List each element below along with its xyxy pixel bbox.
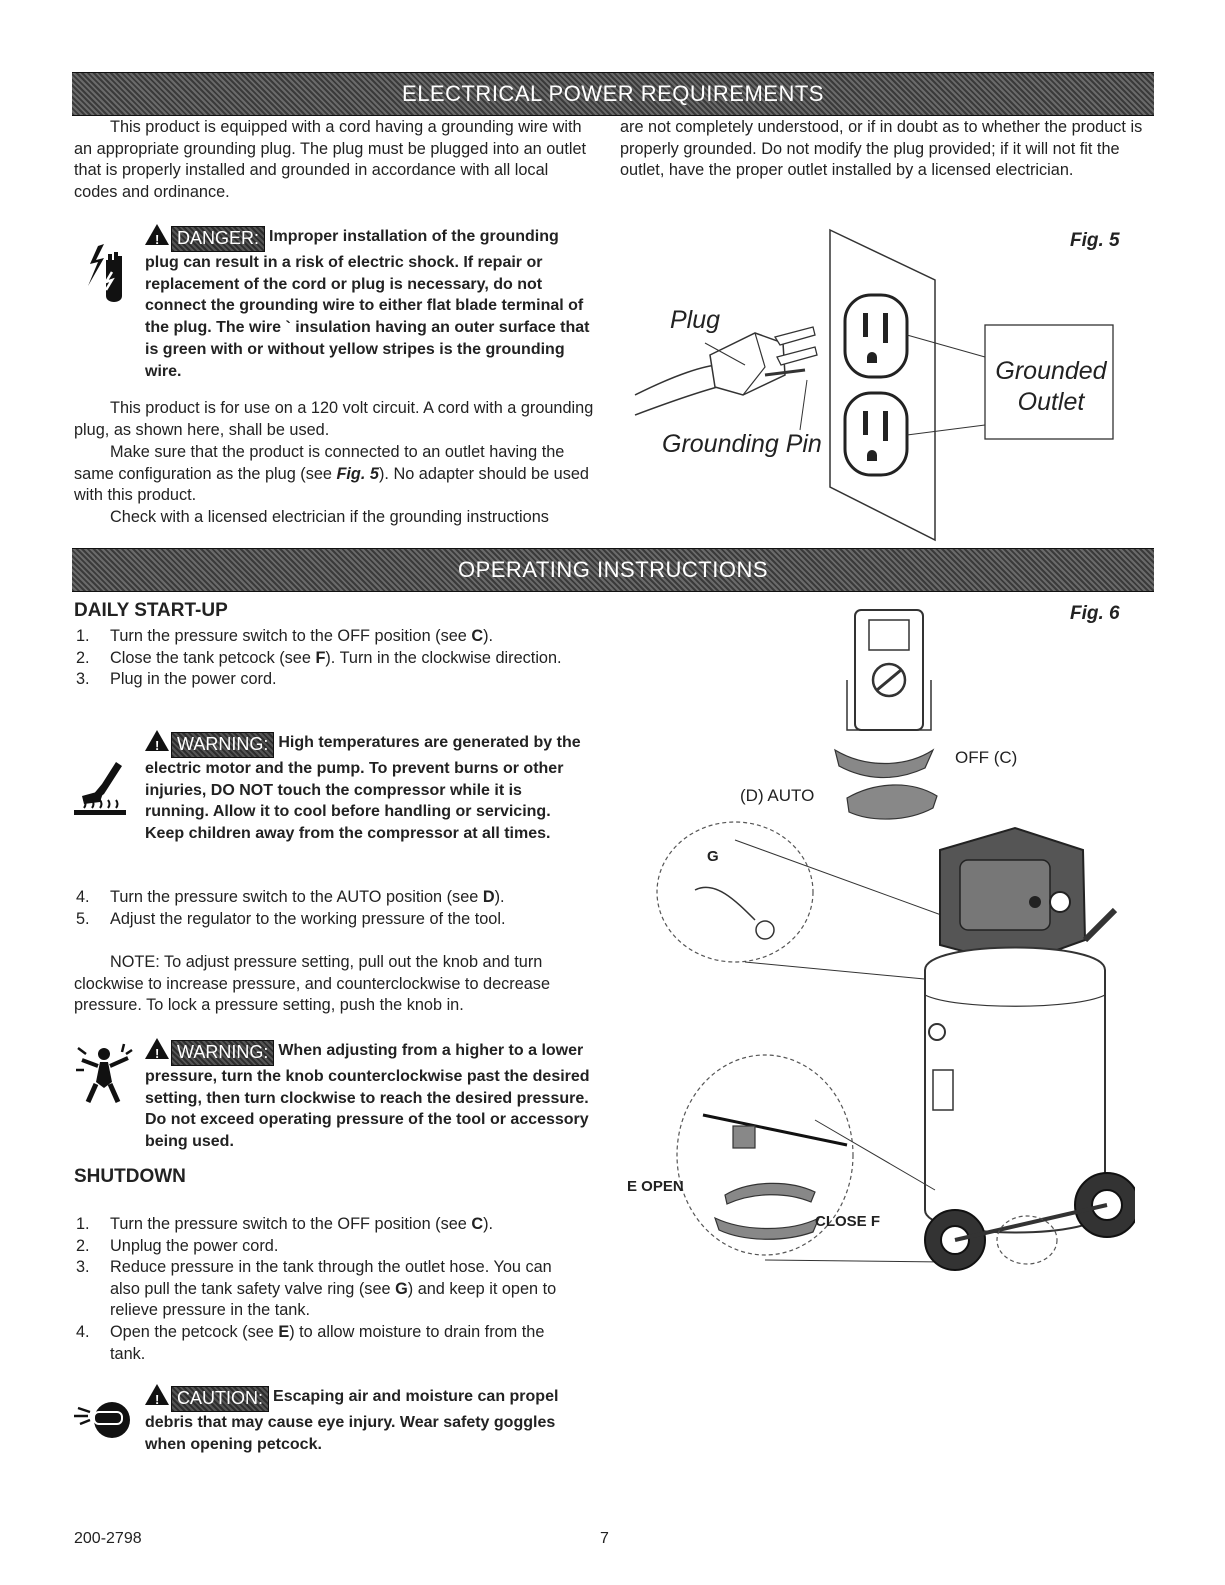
compressor-figure bbox=[615, 600, 1135, 1280]
petcock-open-label: E OPEN bbox=[627, 1178, 684, 1195]
pressure-switch-illustration bbox=[847, 610, 931, 730]
document-number: 200-2798 bbox=[74, 1530, 142, 1547]
step-item: 3. Plug in the power cord. bbox=[76, 670, 277, 689]
caution-text: Escaping air and moisture can propel debris that may cause eye injury. Wear safety goggles when opening petcock. bbox=[145, 1388, 559, 1453]
step-item: 2. Unplug the power cord. bbox=[76, 1236, 279, 1255]
caution-label: CAUTION: bbox=[171, 1386, 269, 1412]
daily-startup-steps-a bbox=[74, 626, 574, 691]
step-item: 1. Turn the pressure switch to the OFF position (see C). bbox=[76, 1215, 494, 1233]
step-item: 1. Turn the pressure switch to the OFF position (see C). bbox=[76, 627, 494, 645]
shutdown-heading: SHUTDOWN bbox=[74, 1166, 186, 1187]
electrical-intro-right: are not completely understood, or if in doubt as to whether the product is properly grounded. Do not modify the plug provided; if it will not fit the outlet, have the proper outlet installed by a licensed electrician. bbox=[620, 118, 1143, 180]
step-item: 2. Close the tank petcock (see F). Turn in the clockwise direction. bbox=[76, 648, 562, 667]
alert-triangle-icon: ! bbox=[145, 224, 169, 245]
safety-goggles-icon bbox=[72, 1396, 132, 1446]
fig5-reference: Fig. 5 bbox=[336, 464, 379, 483]
warning-hot-notice bbox=[145, 730, 585, 845]
hot-surface-icon bbox=[74, 760, 130, 820]
alert-triangle-icon: ! bbox=[145, 1038, 169, 1059]
caution-signal bbox=[145, 1384, 269, 1412]
electric-shock-icon bbox=[80, 242, 128, 308]
shutdown-steps bbox=[74, 1214, 574, 1365]
caution-notice bbox=[145, 1384, 595, 1455]
danger-label: DANGER: bbox=[171, 226, 265, 252]
operating-section-title: OPERATING INSTRUCTIONS bbox=[457, 557, 769, 582]
circuit-paragraph: This product is for use on a 120 volt circuit. A cord with a grounding plug, as shown here, shall be used. bbox=[74, 399, 594, 439]
warning-pressure-notice bbox=[145, 1038, 595, 1153]
electrical-intro-left: This product is equipped with a cord having a grounding wire with an appropriate grounding plug. The plug must be plugged into an outlet that is properly installed and grounded in accordance with all local codes and ordinance. bbox=[74, 118, 587, 201]
outlet-receptacle-lower bbox=[845, 393, 907, 475]
page-number: 7 bbox=[600, 1530, 609, 1547]
step-item: 3. Reduce pressure in the tank through the outlet hose. You can also pull the tank safety valve ring (see G) and keep it open to relieve pressure in the tank. bbox=[76, 1258, 557, 1320]
configuration-paragraph: Make sure that the product is connected to an outlet having the same configuration as the plug (see Fig. 5). No adapter should be used with this product. bbox=[74, 443, 589, 505]
danger-notice bbox=[145, 224, 595, 383]
danger-text: Improper installation of the grounding plug can result in a risk of electric shock. If repair or replacement of the cord or plug is necessary, do not connect the grounding wire to either flat blade terminal of the plug. The wire ` insulation having an outer surface that is green with or without yellow stripes is the grounding wire. bbox=[145, 228, 590, 380]
safety-valve-label: G bbox=[707, 848, 719, 865]
warning-signal-2 bbox=[145, 1038, 274, 1066]
electrical-section-banner bbox=[72, 72, 1154, 116]
grounded-outlet-label: Grounded Outlet bbox=[995, 357, 1107, 416]
warning-hot-text: High temperatures are generated by the electric motor and the pump. To prevent burns or other injuries, DO NOT touch the compressor while it is running. Allow it to cool before handling or servicing. Keep children away from the compressor at all times. bbox=[145, 734, 581, 843]
step-item: 4. Turn the pressure switch to the AUTO position (see D). bbox=[76, 888, 505, 906]
off-position-label: OFF (C) bbox=[955, 748, 1018, 767]
outlet-receptacle-upper bbox=[845, 295, 907, 377]
warning-label-2: WARNING: bbox=[171, 1040, 274, 1066]
warning-signal-1 bbox=[145, 730, 274, 758]
step-item: 5. Adjust the regulator to the working pressure of the tool. bbox=[76, 909, 506, 928]
danger-signal bbox=[145, 224, 265, 252]
warning-label-1: WARNING: bbox=[171, 732, 274, 758]
plug-label: Plug bbox=[670, 306, 721, 334]
alert-triangle-icon: ! bbox=[145, 1384, 169, 1405]
pressure-note: NOTE: To adjust pressure setting, pull out the knob and turn clockwise to increase pressure, and counterclockwise to decrease pressure. To lock a pressure setting, push the knob in. bbox=[74, 953, 551, 1015]
operating-section-banner bbox=[72, 548, 1154, 592]
auto-position-label: (D) AUTO bbox=[740, 786, 815, 805]
alert-triangle-icon: ! bbox=[145, 730, 169, 751]
petcock-close-label: CLOSE F bbox=[815, 1213, 881, 1230]
warning-pressure-text: When adjusting from a higher to a lower pressure, turn the knob counterclockwise past the desired setting, then turn clockwise to reach the desired pressure. Do not exceed operating pressure of the tool or accessory being used. bbox=[145, 1042, 590, 1151]
electrician-paragraph: Check with a licensed electrician if the grounding instructions bbox=[110, 508, 549, 526]
daily-startup-steps-b bbox=[74, 887, 594, 930]
pressure-hazard-icon bbox=[74, 1040, 136, 1110]
fig5-label: Fig. 5 bbox=[1070, 230, 1120, 251]
grounding-pin-label: Grounding Pin bbox=[662, 430, 822, 458]
electrical-section-title: ELECTRICAL POWER REQUIREMENTS bbox=[402, 81, 824, 106]
step-item: 4. Open the petcock (see E) to allow moisture to drain from the tank. bbox=[76, 1322, 545, 1363]
fig6-label: Fig. 6 bbox=[1070, 603, 1120, 624]
daily-startup-heading: DAILY START-UP bbox=[74, 600, 228, 621]
